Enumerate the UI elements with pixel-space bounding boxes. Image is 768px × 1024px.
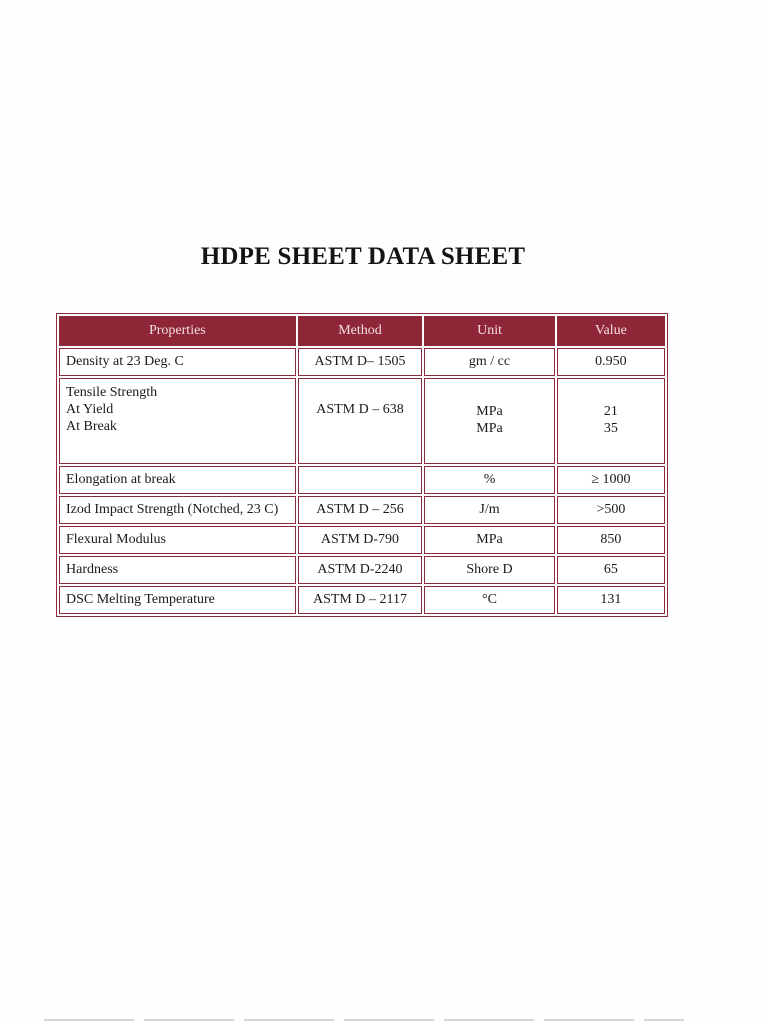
header-value: Value [557,316,665,346]
header-unit: Unit [424,316,555,346]
method-cell: ASTM D– 1505 [298,348,422,376]
method-cell: ASTM D-790 [298,526,422,554]
property-label: Tensile Strength [66,385,158,400]
header-properties: Properties [59,316,296,346]
value-cell: 65 [557,556,665,584]
unit-cell: MPa [424,526,555,554]
unit-cell: Shore D [424,556,555,584]
unit-cell: J/m [424,496,555,524]
value-label: 21 [603,404,618,419]
method-cell: ASTM D – 256 [298,496,422,524]
value-cell: >500 [557,496,665,524]
sub-property-label: At Break [66,419,117,434]
value-cell: ≥ 1000 [557,466,665,494]
table-row [59,378,665,464]
value-cell: 0.950 [557,348,665,376]
unit-cell: °C [424,586,555,614]
unit-label: MPa [476,404,503,419]
header-method: Method [298,316,422,346]
method-cell: ASTM D-2240 [298,556,422,584]
table-row [59,586,665,614]
document-title: HDPE SHEET DATA SHEET [200,243,526,270]
method-cell: ASTM D – 638 [298,378,422,464]
unit-cell: % [424,466,555,494]
table-row [59,466,665,494]
property-cell: Elongation at break [59,466,296,494]
property-cell: Density at 23 Deg. C [59,348,296,376]
table-row [59,348,665,376]
table-row [59,496,665,524]
property-cell: Flexural Modulus [59,526,296,554]
value-cell: 850 [557,526,665,554]
scan-edge-divider [44,1019,684,1021]
sub-property-label: At Yield [66,402,114,417]
value-label: 35 [603,421,618,436]
property-cell [59,378,296,464]
unit-label: MPa [476,421,503,436]
unit-cell [424,378,555,464]
table-row [59,526,665,554]
method-cell [298,466,422,494]
property-cell: Izod Impact Strength (Notched, 23 C) [59,496,296,524]
property-cell: DSC Melting Temperature [59,586,296,614]
property-cell: Hardness [59,556,296,584]
table-row [59,556,665,584]
value-cell: 131 [557,586,665,614]
table-header-row [59,316,665,346]
unit-cell: gm / cc [424,348,555,376]
value-cell [557,378,665,464]
method-cell: ASTM D – 2117 [298,586,422,614]
data-sheet-table [56,313,668,617]
